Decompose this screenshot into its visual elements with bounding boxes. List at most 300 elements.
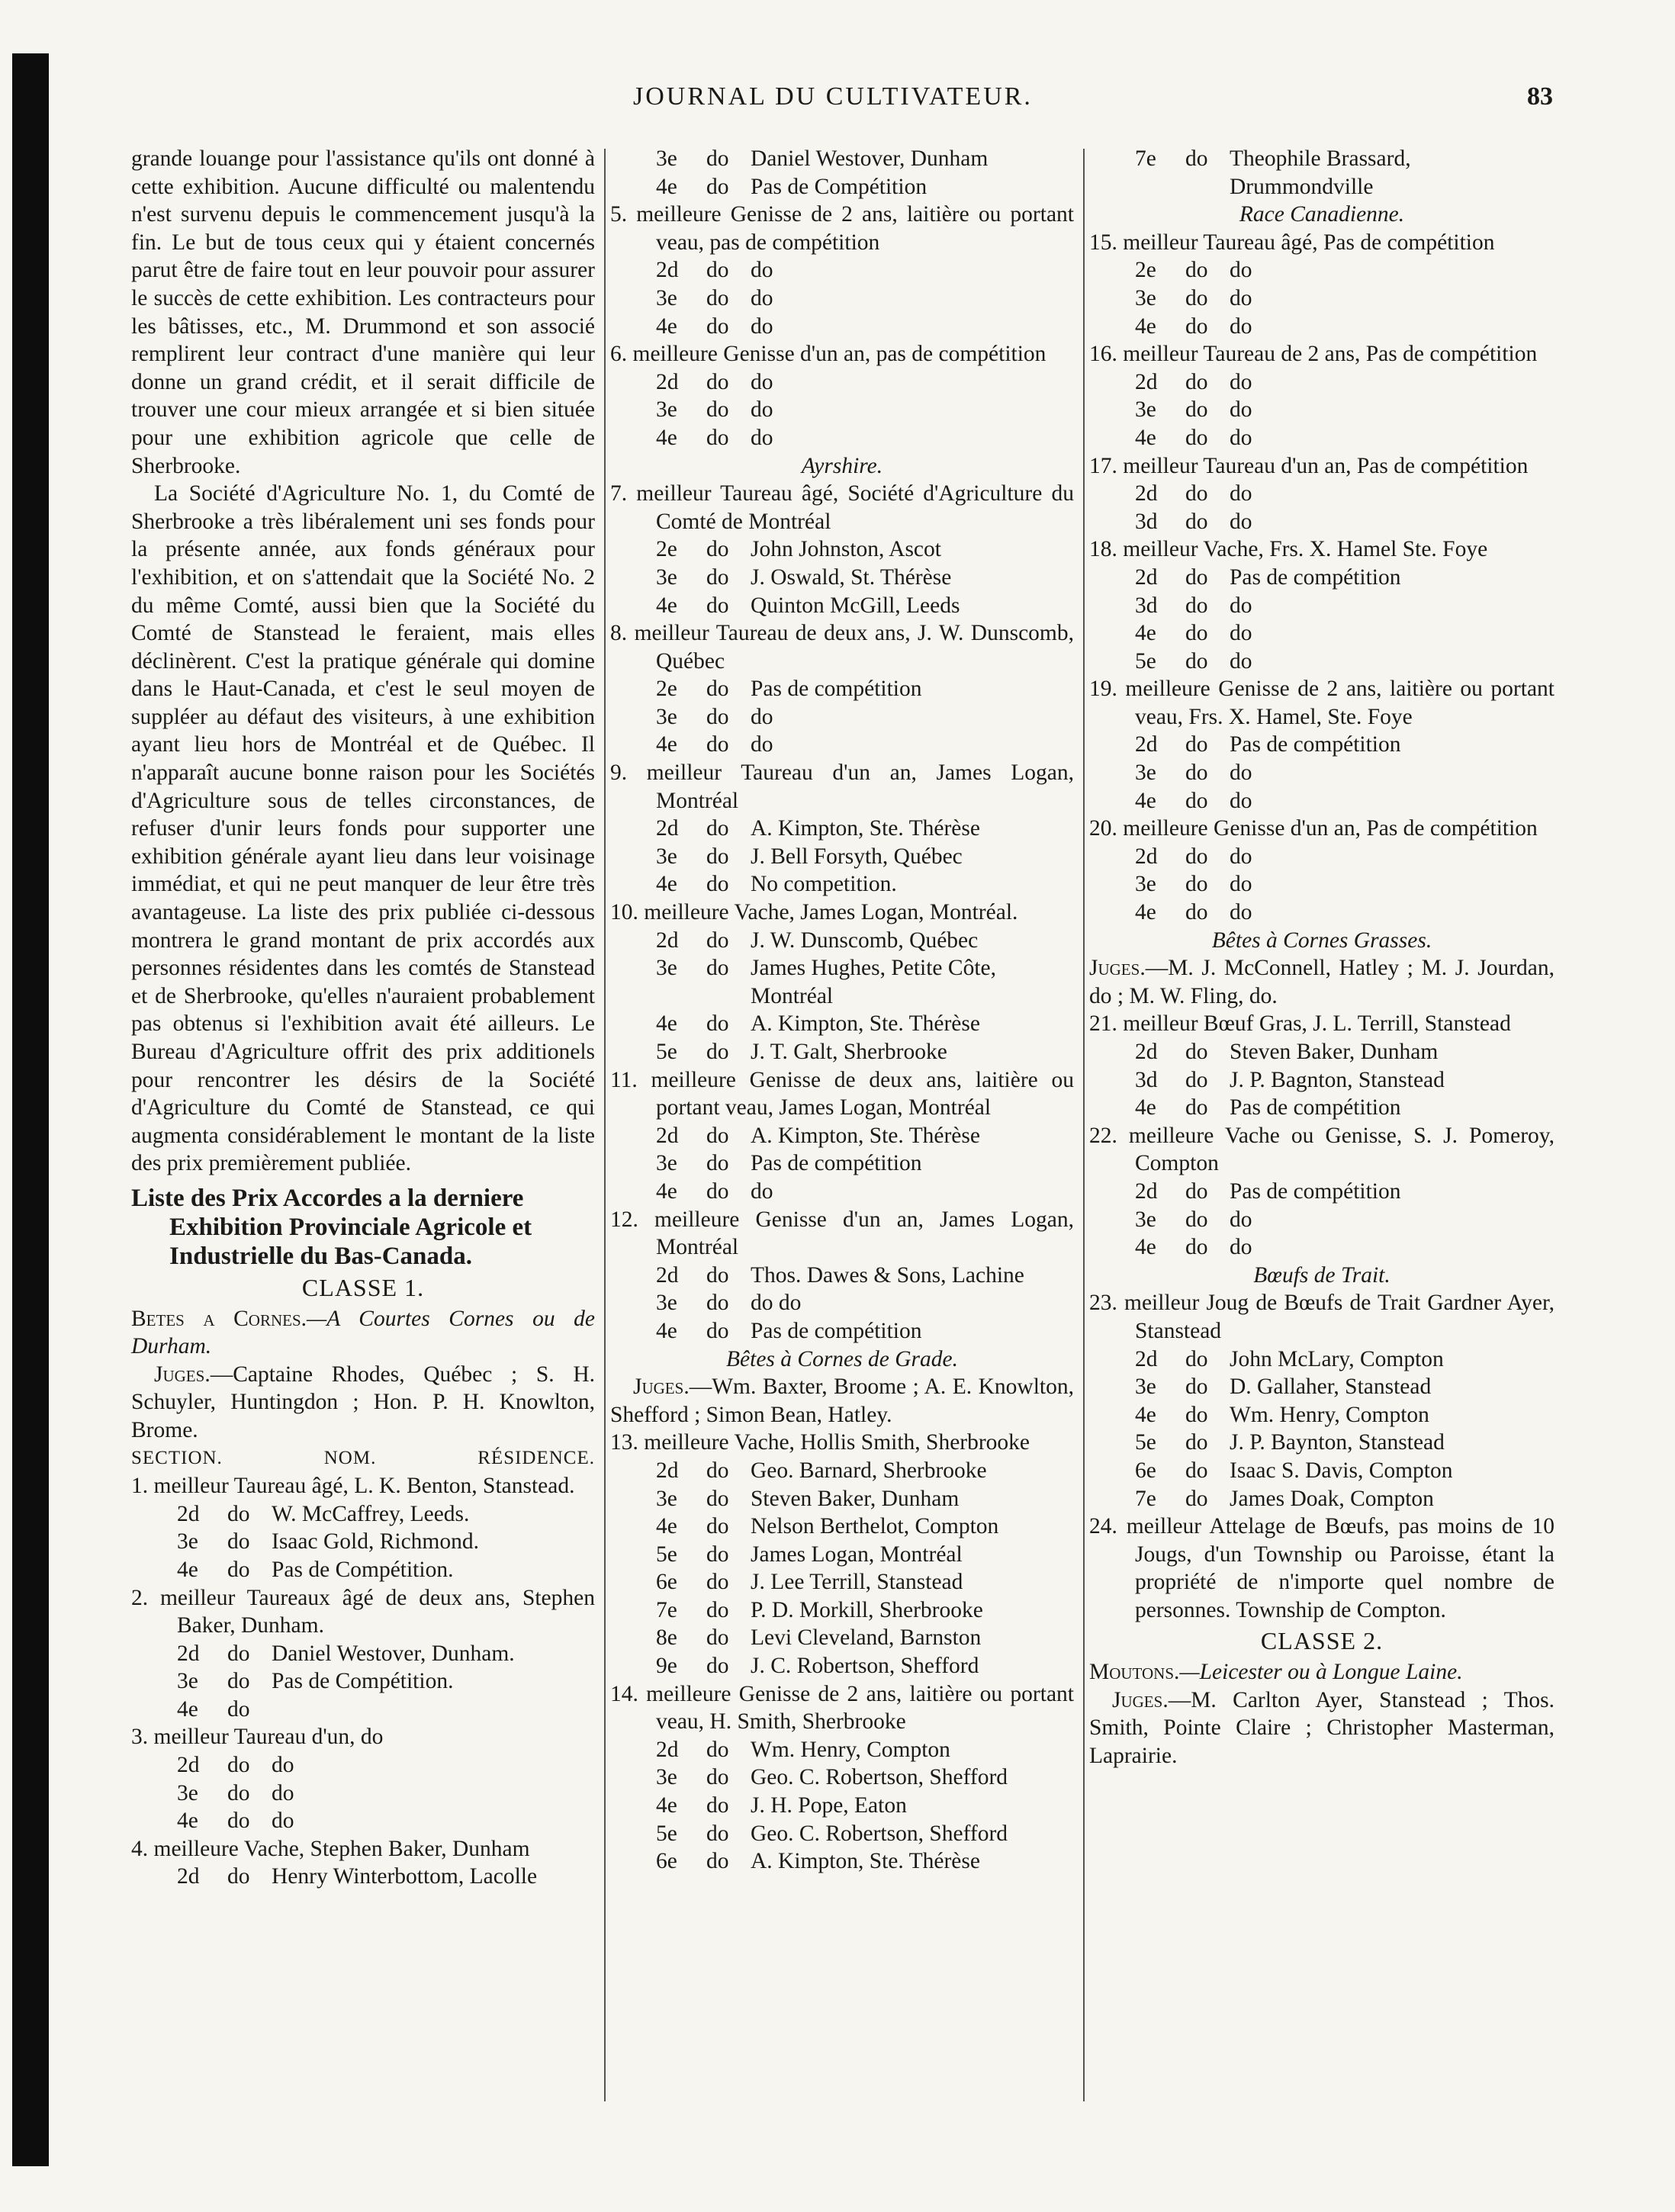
- section-label: Betes a Cornes.: [131, 1306, 307, 1331]
- winner-name: J. T. Galt, Sherbrooke: [751, 1040, 947, 1064]
- prize-rank: 4e: [1135, 1095, 1156, 1120]
- sub-entry-row: [610, 815, 1074, 843]
- sub-entry-row: [610, 1513, 1074, 1541]
- ditto-mark: do: [706, 1151, 729, 1176]
- winner-name: No competition.: [751, 872, 897, 897]
- ditto-mark: do: [706, 425, 729, 450]
- ditto-mark: do: [1185, 872, 1208, 897]
- sub-entry-row: [1089, 1485, 1554, 1513]
- winner-name: J. C. Robertson, Shefford: [751, 1654, 979, 1679]
- prize-rank: 2d: [1135, 1178, 1158, 1204]
- winner-name: do: [751, 732, 773, 757]
- sub-entry-row: [1089, 1094, 1554, 1122]
- moutons-title: [1089, 1658, 1554, 1686]
- prize-rank: 4e: [656, 313, 677, 339]
- col-head-section: SECTION.: [131, 1447, 223, 1468]
- sub-entry-row: [610, 843, 1074, 871]
- winner-name: do: [751, 425, 773, 450]
- sub-entry-row: [1089, 145, 1554, 201]
- journal-title: JOURNAL DU CULTIVATEUR.: [633, 82, 1033, 111]
- sub-entry-row: [1089, 870, 1554, 899]
- winner-name: Pas de compétition: [1230, 564, 1401, 590]
- sub-entry-row: [1089, 396, 1554, 424]
- ditto-mark: do: [706, 816, 729, 841]
- ditto-mark: do: [706, 704, 729, 729]
- juges-label: Juges.: [154, 1362, 211, 1387]
- sub-entry-row: [610, 870, 1074, 899]
- column-2: [610, 145, 1074, 1876]
- sub-entry-row: [610, 1010, 1074, 1038]
- paragraph-1: grande louange pour l'assistance qu'ils ont donné à cette exhibition. Aucune difficulté ou malentendu n'est survenu depuis le commencement jusqu'à la fin. Le but de tous ceux qui y étaient concernés parut être de faire tout en leur pouvoir pour assurer le succès de cette exhibition. Les contracteurs pour les bâtisses, etc., M. Drummond et son associé remplirent leur contract d'une manière qui leur donne un grand crédit, et il serait difficile de trouver une cour mieux arrangée et si bien située pour une exhibition agricole que celle de Sherbrooke.: [131, 146, 595, 478]
- winner-name: do: [751, 369, 773, 394]
- sub-entry-row: [610, 396, 1074, 424]
- prize-rank: 4e: [656, 425, 677, 450]
- prize-rank: 3e: [1135, 872, 1156, 897]
- prize-rank: 3e: [656, 704, 677, 729]
- winner-name: Isaac S. Davis, Compton: [1230, 1458, 1453, 1483]
- winner-name: J. Bell Forsyth, Québec: [751, 844, 963, 869]
- prize-entry: 19. meilleure Genisse de 2 ans, laitière ou portant veau, Frs. X. Hamel, Ste. Foye: [1089, 677, 1554, 729]
- winner-name: James Doak, Compton: [1230, 1486, 1434, 1511]
- sub-entry-list: [131, 1640, 595, 1724]
- sub-entry-list: [610, 368, 1074, 452]
- ditto-mark: do: [706, 928, 729, 953]
- sub-entry-list: [1089, 564, 1554, 675]
- ditto-mark: do: [706, 844, 729, 869]
- ditto-mark: do: [1185, 313, 1208, 339]
- winner-name: do: [1230, 369, 1252, 394]
- ditto-mark: do: [706, 1737, 729, 1762]
- sub-entry-row: [610, 1289, 1074, 1317]
- juges-line: [1089, 1686, 1554, 1770]
- winner-name: Henry Winterbottom, Lacolle: [272, 1864, 538, 1889]
- ditto-mark: do: [227, 1809, 250, 1834]
- prize-rank: 3e: [1135, 760, 1156, 786]
- sub-entry-row: [610, 313, 1074, 341]
- prize-rank: 4e: [1135, 1235, 1156, 1260]
- page-number: 83: [1527, 82, 1553, 111]
- winner-name: do: [751, 285, 773, 310]
- sub-entry-row: [1089, 619, 1554, 648]
- ditto-mark: do: [227, 1669, 250, 1694]
- ditto-mark: do: [706, 1514, 729, 1539]
- winner-name: do: [1230, 760, 1252, 786]
- juges-line: [131, 1361, 595, 1445]
- sub-entry-list: [131, 1863, 595, 1891]
- prize-rank: 3d: [1135, 509, 1158, 534]
- winner-name: do: [1230, 1235, 1252, 1260]
- sub-entry-row: [610, 368, 1074, 397]
- winner-name: Thos. Dawes & Sons, Lachine: [751, 1262, 1024, 1288]
- sub-entry-row: [610, 592, 1074, 620]
- prize-rank: 2d: [177, 1641, 200, 1666]
- trait-subhead: Bœufs de Trait.: [1253, 1262, 1390, 1288]
- prize-rank: 3e: [656, 1486, 677, 1511]
- ditto-mark: do: [227, 1641, 250, 1666]
- prize-rank: 2d: [177, 1501, 200, 1526]
- prize-entry: 9. meilleur Taureau d'un an, James Logan, Montréal: [610, 760, 1074, 813]
- ditto-mark: do: [227, 1753, 250, 1778]
- winner-name: P. D. Morkill, Sherbrooke: [751, 1597, 983, 1622]
- prize-rank: 6e: [656, 1570, 677, 1595]
- winner-name: J. P. Bagnton, Stanstead: [1230, 1067, 1445, 1092]
- ditto-mark: do: [1185, 1067, 1208, 1092]
- prize-rank: 2d: [656, 258, 679, 283]
- sub-entry-list: [610, 1122, 1074, 1206]
- ditto-mark: do: [706, 258, 729, 283]
- sub-entry-list: [610, 1457, 1074, 1680]
- column-rule-2: [1083, 149, 1085, 2101]
- prize-rank: 7e: [1135, 1486, 1156, 1511]
- prize-entry: 8. meilleur Taureau de deux ans, J. W. Dunscomb, Québec: [610, 621, 1074, 674]
- sub-entry-row: [610, 1568, 1074, 1596]
- prize-entry: 22. meilleure Vache ou Genisse, S. J. Pomeroy, Compton: [1089, 1123, 1554, 1176]
- ditto-mark: do: [1185, 1235, 1208, 1260]
- prize-rank: 2e: [1135, 258, 1156, 283]
- prize-rank: 5e: [656, 1040, 677, 1064]
- prize-rank: 4e: [656, 1318, 677, 1343]
- paragraph-2: La Société d'Agriculture No. 1, du Comté de Sherbrooke a très libéralement uni ses fonds pour la présente année, aux fonds généraux pour l'exhibition, et on s'attendait que la Société No. 2 du même Comté, aussi bien que la Société du Comté de Stanstead le feraient, mais elles déclinèrent. C'est la pratique générale qui domine dans le Haut-Canada, et c'est le seul moyen de suppléer au défaut des visiteurs, à une exhibition ayant lieu hors de Montréal et de Québec. Il n'apparaît aucune bonne raison pour les Sociétés d'Agriculture sous de telles circonstances, de refuser d'unir leurs fonds pour supporter une exhibition générale ayant lieu dans leur voisinage immédiat, et qui ne peut manquer de leur être très avantageuse. La liste des prix publiée ci-dessous montrera le grand montant de prix accordés aux personnes résidentes dans les comtés de Stanstead et de Sherbrooke, qu'elles n'auraient probablement pas obtenus si l'exhibition avait été ailleurs. Le Bureau d'Agriculture offrit des prix additionels pour rencontrer les désirs de la Société d'Agriculture du Comté de Stanstead, ce qui augmenta considérablement le montant de la liste des prix premièrement publiée.: [131, 481, 595, 1176]
- ditto-mark: do: [706, 956, 729, 981]
- sub-entry-row: [1089, 480, 1554, 508]
- page-binding-edge: [12, 53, 49, 2166]
- sub-entry-row: [610, 731, 1074, 759]
- sub-entry-row: [610, 1317, 1074, 1346]
- ditto-mark: do: [1185, 593, 1208, 618]
- winner-name: do: [1230, 285, 1252, 310]
- prize-rank: 2d: [1135, 732, 1158, 757]
- sub-entry-list: [1089, 731, 1554, 815]
- winner-name: do: [1230, 648, 1252, 674]
- sub-entry-list: [1089, 145, 1554, 201]
- prize-list-heading: [131, 1184, 595, 1271]
- juges-label: Juges.: [1089, 956, 1146, 981]
- sub-entry-row: [610, 954, 1074, 1010]
- winner-name: do: [1230, 621, 1252, 646]
- juges-names: —M. J. McConnell, Hatley ; M. J. Jourdan, do ; M. W. Fling, do.: [1089, 956, 1554, 1008]
- ditto-mark: do: [1185, 1178, 1208, 1204]
- sub-entry-list: [1089, 1178, 1554, 1262]
- sub-entry-row: [610, 1847, 1074, 1876]
- betes-a-cornes-title: [131, 1305, 595, 1361]
- prize-entry: 24. meilleur Attelage de Bœufs, pas moins de 10 Jougs, d'un Township ou Paroisse, étant la propriété de n'importe quel nombre de personnes. Township de Compton.: [1089, 1514, 1554, 1622]
- ditto-mark: do: [706, 1291, 729, 1316]
- ditto-mark: do: [706, 1570, 729, 1595]
- heading-line-2: Exhibition Provinciale Agricole et Industrielle du Bas-Canada.: [169, 1213, 532, 1270]
- sub-entry-row: [1089, 1346, 1554, 1374]
- winner-name: do: [272, 1780, 294, 1805]
- col-head-nom: NOM.: [323, 1447, 377, 1468]
- section-subtitle: —A Courtes Cornes ou de Durham.: [131, 1306, 595, 1359]
- winner-name: Levi Cleveland, Barnston: [751, 1625, 982, 1651]
- prize-entry: 21. meilleur Bœuf Gras, J. L. Terrill, Stanstead: [1089, 1011, 1511, 1037]
- prize-entry: 16. meilleur Taureau de 2 ans, Pas de compétition: [1089, 342, 1538, 367]
- sub-entry-row: [1089, 1206, 1554, 1234]
- winner-name: James Hughes, Petite Côte, Montréal: [751, 956, 996, 1008]
- winner-name: John McLary, Compton: [1230, 1346, 1444, 1371]
- prize-rank: 7e: [656, 1597, 677, 1622]
- prize-rank: 4e: [656, 732, 677, 757]
- sub-entry-row: [131, 1556, 595, 1584]
- sub-entry-row: [1089, 1429, 1554, 1457]
- prize-rank: 4e: [177, 1557, 198, 1582]
- sub-entry-row: [1089, 564, 1554, 592]
- sub-entry-row: [610, 424, 1074, 452]
- sub-entry-list: [1089, 1346, 1554, 1513]
- winner-name: Steven Baker, Dunham: [751, 1486, 960, 1511]
- ditto-mark: do: [706, 146, 729, 171]
- prize-rank: 3e: [656, 397, 677, 423]
- juges-names: —Wm. Baxter, Broome ; A. E. Knowlton, Shefford ; Simon Bean, Hatley.: [610, 1374, 1074, 1427]
- winner-name: do: [751, 1178, 773, 1204]
- ditto-mark: do: [1185, 1095, 1208, 1120]
- sub-entry-row: [131, 1528, 595, 1556]
- ditto-mark: do: [706, 174, 729, 199]
- prize-rank: 3e: [1135, 285, 1156, 310]
- sub-entry-list: [131, 1500, 595, 1584]
- grasses-subhead: Bêtes à Cornes Grasses.: [1211, 928, 1432, 953]
- ditto-mark: do: [1185, 648, 1208, 674]
- winner-name: Pas de Compétition: [751, 174, 928, 199]
- column-rule-1: [604, 149, 606, 2101]
- juges-line: [1089, 954, 1554, 1010]
- sub-entry-list: [1089, 368, 1554, 452]
- sub-entry-list: [610, 1262, 1074, 1346]
- prize-entry: 2. meilleur Taureaux âgé de deux ans, Stephen Baker, Dunham.: [131, 1585, 595, 1638]
- winner-name: A. Kimpton, Ste. Thérèse: [751, 1011, 980, 1037]
- prize-rank: 3e: [656, 1151, 677, 1176]
- classe-1-title: CLASSE 1.: [301, 1273, 425, 1301]
- winner-name: Theophile Brassard, Drummondville: [1230, 146, 1411, 199]
- prize-rank: 5e: [656, 1542, 677, 1567]
- ditto-mark: do: [706, 564, 729, 590]
- prize-rank: 2d: [1135, 1040, 1158, 1064]
- winner-name: Pas de Compétition.: [272, 1669, 454, 1694]
- sub-entry-row: [610, 1262, 1074, 1290]
- prize-rank: 3e: [1135, 397, 1156, 423]
- winner-name: do: [1230, 788, 1252, 813]
- prize-rank: 4e: [656, 174, 677, 199]
- prize-rank: 4e: [656, 1011, 677, 1037]
- ditto-mark: do: [706, 537, 729, 562]
- prize-rank: 9e: [656, 1654, 677, 1679]
- ditto-mark: do: [706, 397, 729, 423]
- ditto-mark: do: [1185, 564, 1208, 590]
- sub-entry-row: [610, 1652, 1074, 1680]
- sub-entry-row: [1089, 731, 1554, 759]
- sub-entry-row: [1089, 648, 1554, 676]
- prize-rank: 3e: [656, 285, 677, 310]
- winner-name: [272, 1696, 595, 1724]
- juges-label: Juges.: [633, 1374, 690, 1400]
- sub-entry-list: [610, 927, 1074, 1066]
- grade-subhead: Bêtes à Cornes de Grade.: [726, 1346, 958, 1371]
- prize-rank: 3e: [1135, 1374, 1156, 1400]
- sub-entry-list: [610, 256, 1074, 340]
- prize-entry: 13. meilleure Vache, Hollis Smith, Sherbrooke: [610, 1430, 1030, 1455]
- prize-entry: 4. meilleure Vache, Stephen Baker, Dunham: [131, 1836, 530, 1861]
- prize-rank: 2d: [1135, 564, 1158, 590]
- sub-entry-list: [1089, 480, 1554, 535]
- ditto-mark: do: [706, 1458, 729, 1483]
- winner-name: W. McCaffrey, Leeds.: [272, 1501, 470, 1526]
- prize-rank: 3e: [656, 956, 677, 981]
- winner-name: do: [1230, 900, 1252, 925]
- winner-name: J. Oswald, St. Thérèse: [751, 564, 952, 590]
- winner-name: do: [1230, 1207, 1252, 1232]
- sub-entry-row: [610, 145, 1074, 173]
- winner-name: Wm. Henry, Compton: [1230, 1402, 1429, 1427]
- prize-rank: 3d: [1135, 1067, 1158, 1092]
- classe-2-title: CLASSE 2.: [1260, 1627, 1384, 1655]
- prize-rank: 5e: [1135, 1430, 1156, 1455]
- sub-entry-row: [610, 564, 1074, 592]
- ditto-mark: do: [706, 1262, 729, 1288]
- winner-name: do: [1230, 397, 1252, 423]
- ditto-mark: do: [1185, 1346, 1208, 1371]
- sub-entry-list: [1089, 256, 1554, 340]
- ditto-mark: do: [1185, 760, 1208, 786]
- prize-entry: 12. meilleure Genisse d'un an, James Logan, Montréal: [610, 1207, 1074, 1260]
- prize-rank: 4e: [177, 1696, 198, 1722]
- sub-entry-row: [131, 1696, 595, 1724]
- juges-names: —M. Carlton Ayer, Stanstead ; Thos. Smith, Pointe Claire ; Christopher Masterman, Laprairie.: [1089, 1687, 1554, 1768]
- prize-rank: 2d: [656, 1123, 679, 1148]
- winner-name: Wm. Henry, Compton: [751, 1737, 950, 1762]
- prize-entry: 7. meilleur Taureau âgé, Société d'Agriculture du Comté de Montréal: [610, 481, 1074, 534]
- prize-rank: 2e: [656, 537, 677, 562]
- ditto-mark: do: [706, 1849, 729, 1874]
- sub-entry-list: [610, 535, 1074, 619]
- sub-entry-row: [131, 1807, 595, 1835]
- ditto-mark: do: [706, 1542, 729, 1567]
- winner-name: do: [751, 258, 773, 283]
- ditto-mark: do: [1185, 146, 1208, 171]
- sub-entry-row: [610, 927, 1074, 955]
- prize-rank: 4e: [1135, 1402, 1156, 1427]
- ditto-mark: do: [706, 1123, 729, 1148]
- winner-name: J. H. Pope, Eaton: [751, 1793, 907, 1818]
- sub-entry-list: [610, 815, 1074, 899]
- winner-name: Isaac Gold, Richmond.: [272, 1529, 479, 1555]
- sub-entry-row: [1089, 256, 1554, 285]
- sub-entry-row: [1089, 285, 1554, 313]
- prize-entry: 3. meilleur Taureau d'un, do: [131, 1725, 384, 1750]
- canadienne-subhead: Race Canadienne.: [1239, 202, 1405, 227]
- sub-entry-row: [131, 1640, 595, 1668]
- sub-entry-row: [131, 1863, 595, 1891]
- section-label: Moutons.: [1089, 1660, 1180, 1685]
- sub-entry-row: [131, 1751, 595, 1780]
- sub-entry-row: [1089, 424, 1554, 452]
- sub-entry-row: [610, 256, 1074, 285]
- winner-name: do: [751, 313, 773, 339]
- prize-rank: 3e: [177, 1780, 198, 1805]
- ditto-mark: do: [706, 593, 729, 618]
- prize-rank: 5e: [656, 1821, 677, 1846]
- juges-label: Juges.: [1112, 1687, 1169, 1712]
- sub-entry-row: [610, 173, 1074, 201]
- ditto-mark: do: [1185, 732, 1208, 757]
- prize-rank: 4e: [1135, 900, 1156, 925]
- prize-rank: 8e: [656, 1625, 677, 1651]
- winner-name: Pas de compétition: [751, 1151, 922, 1176]
- ditto-mark: do: [1185, 1374, 1208, 1400]
- winner-name: Pas de compétition: [1230, 1178, 1401, 1204]
- sub-entry-row: [610, 1736, 1074, 1764]
- sub-entry-row: [1089, 368, 1554, 397]
- winner-name: J. P. Baynton, Stanstead: [1230, 1430, 1445, 1455]
- ditto-mark: do: [227, 1529, 250, 1555]
- sub-entry-row: [1089, 1373, 1554, 1401]
- ditto-mark: do: [1185, 1040, 1208, 1064]
- sub-entry-row: [610, 1541, 1074, 1569]
- winner-name: Geo. C. Robertson, Shefford: [751, 1821, 1008, 1846]
- sub-entry-row: [131, 1500, 595, 1529]
- winner-name: A. Kimpton, Ste. Thérèse: [751, 1123, 980, 1148]
- winner-name: Pas de compétition: [751, 677, 922, 702]
- sub-entry-row: [1089, 1233, 1554, 1262]
- winner-name: J. W. Dunscomb, Québec: [751, 928, 979, 953]
- ditto-mark: do: [706, 1597, 729, 1622]
- prize-rank: 4e: [656, 872, 677, 897]
- prize-entry: 1. meilleur Taureau âgé, L. K. Benton, Stanstead.: [131, 1474, 575, 1499]
- ditto-mark: do: [227, 1501, 250, 1526]
- sub-entry-row: [610, 1457, 1074, 1485]
- prize-rank: 4e: [177, 1809, 198, 1834]
- ditto-mark: do: [1185, 509, 1208, 534]
- prize-rank: 2d: [656, 1458, 679, 1483]
- ditto-mark: do: [1185, 481, 1208, 506]
- sub-entry-row: [1089, 508, 1554, 536]
- winner-name: Daniel Westover, Dunham: [751, 146, 989, 171]
- ayrshire-subhead: Ayrshire.: [801, 453, 883, 478]
- ditto-mark: do: [1185, 1458, 1208, 1483]
- prize-rank: 7e: [1135, 146, 1156, 171]
- page-header: [0, 82, 1675, 121]
- winner-name: Pas de compétition: [1230, 732, 1401, 757]
- prize-rank: 3e: [1135, 1207, 1156, 1232]
- prize-rank: 2d: [656, 1737, 679, 1762]
- sub-entry-row: [610, 1596, 1074, 1625]
- sub-entry-list: [610, 1736, 1074, 1876]
- sub-entry-list: [1089, 843, 1554, 927]
- ditto-mark: do: [706, 1793, 729, 1818]
- prize-rank: 6e: [1135, 1458, 1156, 1483]
- prize-rank: 3e: [656, 564, 677, 590]
- ditto-mark: do: [227, 1696, 250, 1722]
- sub-entry-row: [1089, 759, 1554, 787]
- prize-entry: 14. meilleure Genisse de 2 ans, laitière ou portant veau, H. Smith, Sherbrooke: [610, 1681, 1074, 1735]
- sub-entry-row: [610, 1178, 1074, 1206]
- prize-entry: 18. meilleur Vache, Frs. X. Hamel Ste. Foye: [1089, 537, 1488, 562]
- ditto-mark: do: [706, 1654, 729, 1679]
- ditto-mark: do: [1185, 900, 1208, 925]
- winner-name: James Logan, Montréal: [751, 1542, 963, 1567]
- sub-entry-row: [610, 1820, 1074, 1848]
- ditto-mark: do: [706, 872, 729, 897]
- prize-rank: 3e: [656, 1291, 677, 1316]
- ditto-mark: do: [1185, 258, 1208, 283]
- ditto-mark: do: [227, 1557, 250, 1582]
- sub-entry-row: [610, 675, 1074, 703]
- juges-names: —Captaine Rhodes, Québec ; S. H. Schuyler, Huntingdon ; Hon. P. H. Knowlton, Brome.: [131, 1362, 595, 1442]
- juges-line: [610, 1373, 1074, 1429]
- winner-name: do: [1230, 593, 1252, 618]
- sub-entry-list: [131, 1751, 595, 1835]
- sub-entry-row: [1089, 1457, 1554, 1485]
- prize-rank: 2d: [1135, 481, 1158, 506]
